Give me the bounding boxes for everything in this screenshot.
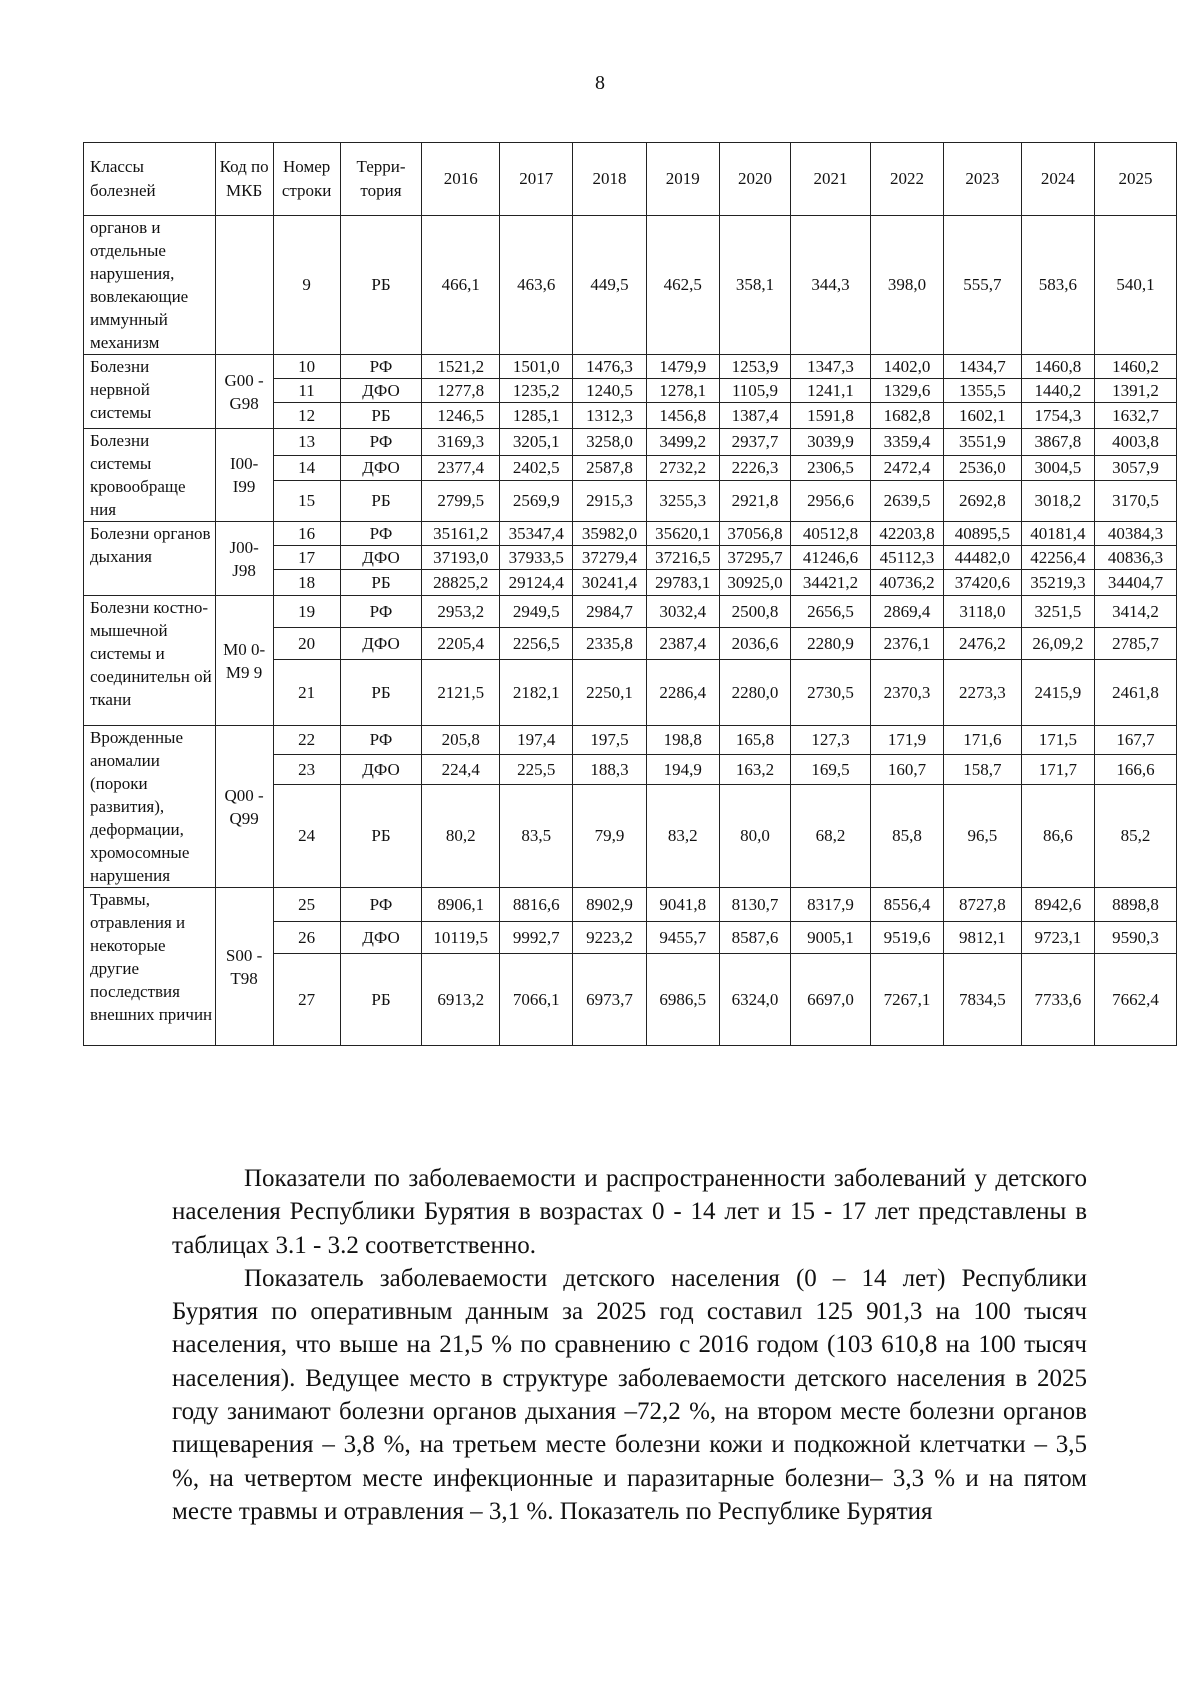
body-text xyxy=(172,1162,1087,1528)
value-cell: 2226,3 xyxy=(719,455,790,480)
value-cell: 1434,7 xyxy=(944,355,1022,379)
value-cell: 3169,3 xyxy=(422,429,500,456)
value-cell: 3255,3 xyxy=(646,480,719,521)
value-cell: 1460,8 xyxy=(1021,355,1094,379)
value-cell: 1285,1 xyxy=(500,403,573,429)
row-number-cell: 17 xyxy=(273,546,340,570)
value-cell: 2306,5 xyxy=(791,455,871,480)
value-cell: 2472,4 xyxy=(870,455,943,480)
value-cell: 2937,7 xyxy=(719,429,790,456)
value-cell: 2536,0 xyxy=(944,455,1022,480)
value-cell: 2376,1 xyxy=(870,628,943,660)
value-cell: 398,0 xyxy=(870,216,943,355)
value-cell: 1476,3 xyxy=(573,355,646,379)
row-number-cell: 19 xyxy=(273,596,340,628)
value-cell: 96,5 xyxy=(944,784,1022,887)
disease-class-cell: Болезни нервной системы xyxy=(84,355,216,429)
row-number-cell: 21 xyxy=(273,660,340,726)
value-cell: 2250,1 xyxy=(573,660,646,726)
value-cell: 1105,9 xyxy=(719,379,790,403)
value-cell: 8902,9 xyxy=(573,888,646,922)
value-cell: 2286,4 xyxy=(646,660,719,726)
table-row xyxy=(84,888,1177,922)
value-cell: 3551,9 xyxy=(944,429,1022,456)
value-cell: 197,4 xyxy=(500,726,573,755)
icd-code-cell: М0 0- М9 9 xyxy=(215,596,273,726)
value-cell: 35161,2 xyxy=(422,522,500,546)
value-cell: 1501,0 xyxy=(500,355,573,379)
value-cell: 1402,0 xyxy=(870,355,943,379)
value-cell: 1277,8 xyxy=(422,379,500,403)
value-cell: 2953,2 xyxy=(422,596,500,628)
value-cell: 42203,8 xyxy=(870,522,943,546)
value-cell: 45112,3 xyxy=(870,546,943,570)
territory-cell: РФ xyxy=(340,429,422,456)
value-cell: 2656,5 xyxy=(791,596,871,628)
row-number-cell: 22 xyxy=(273,726,340,755)
value-cell: 166,6 xyxy=(1095,755,1177,784)
value-cell: 40736,2 xyxy=(870,570,943,596)
value-cell: 6324,0 xyxy=(719,954,790,1046)
value-cell: 7834,5 xyxy=(944,954,1022,1046)
value-cell: 29783,1 xyxy=(646,570,719,596)
value-cell: 40512,8 xyxy=(791,522,871,546)
value-cell: 86,6 xyxy=(1021,784,1094,887)
disease-class-cell: Болезни костно- мышечной системы и соединительн ой ткани xyxy=(84,596,216,726)
value-cell: 6913,2 xyxy=(422,954,500,1046)
row-number-cell: 25 xyxy=(273,888,340,922)
value-cell: 462,5 xyxy=(646,216,719,355)
territory-cell: ДФО xyxy=(340,546,422,570)
disease-class-cell: Болезни системы кровообраще ния xyxy=(84,429,216,522)
value-cell: 165,8 xyxy=(719,726,790,755)
value-cell: 85,8 xyxy=(870,784,943,887)
value-cell: 37295,7 xyxy=(719,546,790,570)
value-cell: 1329,6 xyxy=(870,379,943,403)
value-cell: 171,5 xyxy=(1021,726,1094,755)
value-cell: 2205,4 xyxy=(422,628,500,660)
value-cell: 171,7 xyxy=(1021,755,1094,784)
value-cell: 6697,0 xyxy=(791,954,871,1046)
value-cell: 3032,4 xyxy=(646,596,719,628)
disease-class-cell: Болезни органов дыхания xyxy=(84,522,216,596)
value-cell: 34421,2 xyxy=(791,570,871,596)
value-cell: 3004,5 xyxy=(1021,455,1094,480)
value-cell: 1246,5 xyxy=(422,403,500,429)
value-cell: 2921,8 xyxy=(719,480,790,521)
value-cell: 8898,8 xyxy=(1095,888,1177,922)
value-cell: 41246,6 xyxy=(791,546,871,570)
territory-cell: РФ xyxy=(340,596,422,628)
value-cell: 1440,2 xyxy=(1021,379,1094,403)
territory-cell: РБ xyxy=(340,480,422,521)
value-cell: 2500,8 xyxy=(719,596,790,628)
value-cell: 2370,3 xyxy=(870,660,943,726)
value-cell: 1387,4 xyxy=(719,403,790,429)
table-header-row xyxy=(84,143,1177,216)
table-row xyxy=(84,596,1177,628)
table-row xyxy=(84,429,1177,456)
value-cell: 194,9 xyxy=(646,755,719,784)
value-cell: 2984,7 xyxy=(573,596,646,628)
value-cell: 85,2 xyxy=(1095,784,1177,887)
value-cell: 2280,9 xyxy=(791,628,871,660)
value-cell: 9723,1 xyxy=(1021,922,1094,954)
value-cell: 188,3 xyxy=(573,755,646,784)
value-cell: 3258,0 xyxy=(573,429,646,456)
value-cell: 171,6 xyxy=(944,726,1022,755)
value-cell: 167,7 xyxy=(1095,726,1177,755)
value-cell: 9005,1 xyxy=(791,922,871,954)
value-cell: 3170,5 xyxy=(1095,480,1177,521)
header-year: 2017 xyxy=(500,143,573,216)
value-cell: 2476,2 xyxy=(944,628,1022,660)
icd-code-cell: Q00 - Q99 xyxy=(215,726,273,888)
value-cell: 3359,4 xyxy=(870,429,943,456)
value-cell: 8587,6 xyxy=(719,922,790,954)
value-cell: 79,9 xyxy=(573,784,646,887)
value-cell: 83,2 xyxy=(646,784,719,887)
value-cell: 40836,3 xyxy=(1095,546,1177,570)
value-cell: 158,7 xyxy=(944,755,1022,784)
header-territory: Терри-тория xyxy=(340,143,422,216)
icd-code-cell: I00- I99 xyxy=(215,429,273,522)
row-number-cell: 15 xyxy=(273,480,340,521)
value-cell: 2785,7 xyxy=(1095,628,1177,660)
header-year: 2023 xyxy=(944,143,1022,216)
value-cell: 127,3 xyxy=(791,726,871,755)
value-cell: 2280,0 xyxy=(719,660,790,726)
value-cell: 1632,7 xyxy=(1095,403,1177,429)
value-cell: 2569,9 xyxy=(500,480,573,521)
value-cell: 42256,4 xyxy=(1021,546,1094,570)
value-cell: 2377,4 xyxy=(422,455,500,480)
value-cell: 198,8 xyxy=(646,726,719,755)
value-cell: 1456,8 xyxy=(646,403,719,429)
value-cell: 1460,2 xyxy=(1095,355,1177,379)
value-cell: 171,9 xyxy=(870,726,943,755)
header-row-number: Номер строки xyxy=(273,143,340,216)
value-cell: 2036,6 xyxy=(719,628,790,660)
territory-cell: ДФО xyxy=(340,379,422,403)
value-cell: 2692,8 xyxy=(944,480,1022,521)
row-number-cell: 24 xyxy=(273,784,340,887)
header-year: 2019 xyxy=(646,143,719,216)
value-cell: 344,3 xyxy=(791,216,871,355)
paragraph: Показатель заболеваемости детского населения (0 – 14 лет) Республики Бурятия по оперативным данным за 2025 год составил 125 901,3 на 100 тысяч населения, что выше на 21,5 % по сравнению с 2016 годом (103 610,8 на 100 тысяч населения). Ведущее место в структуре заболеваемости детского населения в 2025 году занимают болезни органов дыхания –72,2 %, на втором месте болезни органов пищеварения – 3,8 %, на третьем месте болезни кожи и подкожной клетчатки – 3,5 %, на четвертом месте инфекционные и паразитарные болезни– 3,3 % и на пятом месте травмы и отравления – 3,1 %. Показатель по Республике Бурятия xyxy=(172,1264,1087,1525)
territory-cell: ДФО xyxy=(340,922,422,954)
row-number-cell: 13 xyxy=(273,429,340,456)
value-cell: 3118,0 xyxy=(944,596,1022,628)
row-number-cell: 16 xyxy=(273,522,340,546)
row-number-cell: 26 xyxy=(273,922,340,954)
value-cell: 2730,5 xyxy=(791,660,871,726)
value-cell: 2273,3 xyxy=(944,660,1022,726)
value-cell: 80,2 xyxy=(422,784,500,887)
territory-cell: РБ xyxy=(340,784,422,887)
value-cell: 3205,1 xyxy=(500,429,573,456)
value-cell: 8816,6 xyxy=(500,888,573,922)
value-cell: 169,5 xyxy=(791,755,871,784)
value-cell: 6973,7 xyxy=(573,954,646,1046)
row-number-cell: 12 xyxy=(273,403,340,429)
value-cell: 7267,1 xyxy=(870,954,943,1046)
value-cell: 7662,4 xyxy=(1095,954,1177,1046)
value-cell: 2461,8 xyxy=(1095,660,1177,726)
icd-code-cell: G00 - G98 xyxy=(215,355,273,429)
disease-class-cell: органов и отдельные нарушения, вовлекающие иммунный механизм xyxy=(84,216,216,355)
value-cell: 1235,2 xyxy=(500,379,573,403)
value-cell: 37056,8 xyxy=(719,522,790,546)
territory-cell: РБ xyxy=(340,216,422,355)
value-cell: 8556,4 xyxy=(870,888,943,922)
icd-code-cell: S00 - T98 xyxy=(215,888,273,1046)
value-cell: 2732,2 xyxy=(646,455,719,480)
value-cell: 2335,8 xyxy=(573,628,646,660)
row-number-cell: 10 xyxy=(273,355,340,379)
value-cell: 2915,3 xyxy=(573,480,646,521)
header-year: 2016 xyxy=(422,143,500,216)
value-cell: 68,2 xyxy=(791,784,871,887)
value-cell: 40895,5 xyxy=(944,522,1022,546)
value-cell: 2799,5 xyxy=(422,480,500,521)
value-cell: 40384,3 xyxy=(1095,522,1177,546)
value-cell: 2587,8 xyxy=(573,455,646,480)
territory-cell: РФ xyxy=(340,888,422,922)
value-cell: 7066,1 xyxy=(500,954,573,1046)
value-cell: 35982,0 xyxy=(573,522,646,546)
territory-cell: РФ xyxy=(340,522,422,546)
value-cell: 40181,4 xyxy=(1021,522,1094,546)
value-cell: 44482,0 xyxy=(944,546,1022,570)
value-cell: 1754,3 xyxy=(1021,403,1094,429)
value-cell: 1347,3 xyxy=(791,355,871,379)
table-row xyxy=(84,726,1177,755)
value-cell: 37193,0 xyxy=(422,546,500,570)
value-cell: 163,2 xyxy=(719,755,790,784)
table-row xyxy=(84,355,1177,379)
value-cell: 463,6 xyxy=(500,216,573,355)
disease-class-cell: Врожденные аномалии (пороки развития), деформации, хромосомные нарушения xyxy=(84,726,216,888)
territory-cell: РБ xyxy=(340,954,422,1046)
row-number-cell: 20 xyxy=(273,628,340,660)
value-cell: 3039,9 xyxy=(791,429,871,456)
value-cell: 2121,5 xyxy=(422,660,500,726)
value-cell: 10119,5 xyxy=(422,922,500,954)
value-cell: 224,4 xyxy=(422,755,500,784)
value-cell: 555,7 xyxy=(944,216,1022,355)
value-cell: 9590,3 xyxy=(1095,922,1177,954)
value-cell: 1278,1 xyxy=(646,379,719,403)
value-cell: 358,1 xyxy=(719,216,790,355)
territory-cell: РБ xyxy=(340,403,422,429)
value-cell: 35219,3 xyxy=(1021,570,1094,596)
table-row xyxy=(84,522,1177,546)
header-year: 2018 xyxy=(573,143,646,216)
value-cell: 3414,2 xyxy=(1095,596,1177,628)
value-cell: 9519,6 xyxy=(870,922,943,954)
row-number-cell: 9 xyxy=(273,216,340,355)
value-cell: 7733,6 xyxy=(1021,954,1094,1046)
value-cell: 9455,7 xyxy=(646,922,719,954)
header-year: 2022 xyxy=(870,143,943,216)
value-cell: 583,6 xyxy=(1021,216,1094,355)
territory-cell: ДФО xyxy=(340,628,422,660)
value-cell: 2387,4 xyxy=(646,628,719,660)
value-cell: 3057,9 xyxy=(1095,455,1177,480)
value-cell: 2949,5 xyxy=(500,596,573,628)
value-cell: 35347,4 xyxy=(500,522,573,546)
value-cell: 3251,5 xyxy=(1021,596,1094,628)
row-number-cell: 23 xyxy=(273,755,340,784)
disease-class-cell: Травмы, отравления и некоторые другие последствия внешних причин xyxy=(84,888,216,1046)
header-year: 2024 xyxy=(1021,143,1094,216)
value-cell: 26,09,2 xyxy=(1021,628,1094,660)
value-cell: 2869,4 xyxy=(870,596,943,628)
value-cell: 30241,4 xyxy=(573,570,646,596)
value-cell: 37933,5 xyxy=(500,546,573,570)
territory-cell: РБ xyxy=(340,570,422,596)
value-cell: 34404,7 xyxy=(1095,570,1177,596)
territory-cell: ДФО xyxy=(340,755,422,784)
header-class: Классы болезней xyxy=(84,143,216,216)
value-cell: 37420,6 xyxy=(944,570,1022,596)
value-cell: 9992,7 xyxy=(500,922,573,954)
value-cell: 2639,5 xyxy=(870,480,943,521)
value-cell: 37279,4 xyxy=(573,546,646,570)
icd-code-cell: J00- J98 xyxy=(215,522,273,596)
row-number-cell: 11 xyxy=(273,379,340,403)
value-cell: 3867,8 xyxy=(1021,429,1094,456)
value-cell: 197,5 xyxy=(573,726,646,755)
value-cell: 1312,3 xyxy=(573,403,646,429)
value-cell: 8942,6 xyxy=(1021,888,1094,922)
row-number-cell: 14 xyxy=(273,455,340,480)
value-cell: 160,7 xyxy=(870,755,943,784)
morbidity-table xyxy=(83,142,1177,1046)
territory-cell: РФ xyxy=(340,355,422,379)
value-cell: 28825,2 xyxy=(422,570,500,596)
value-cell: 3018,2 xyxy=(1021,480,1094,521)
value-cell: 1602,1 xyxy=(944,403,1022,429)
territory-cell: РБ xyxy=(340,660,422,726)
value-cell: 1391,2 xyxy=(1095,379,1177,403)
icd-code-cell xyxy=(215,216,273,355)
value-cell: 2415,9 xyxy=(1021,660,1094,726)
paragraph: Показатели по заболеваемости и распространенности заболеваний у детского населения Республики Бурятия в возрастах 0 - 14 лет и 15 - 17 лет представлены в таблицах 3.1 - 3.2 соответственно. xyxy=(172,1165,1087,1259)
value-cell: 225,5 xyxy=(500,755,573,784)
value-cell: 1240,5 xyxy=(573,379,646,403)
table-row xyxy=(84,216,1177,355)
value-cell: 3499,2 xyxy=(646,429,719,456)
value-cell: 449,5 xyxy=(573,216,646,355)
territory-cell: ДФО xyxy=(340,455,422,480)
value-cell: 205,8 xyxy=(422,726,500,755)
value-cell: 35620,1 xyxy=(646,522,719,546)
header-code: Код по МКБ xyxy=(215,143,273,216)
header-year: 2025 xyxy=(1095,143,1177,216)
value-cell: 2256,5 xyxy=(500,628,573,660)
value-cell: 8317,9 xyxy=(791,888,871,922)
value-cell: 8727,8 xyxy=(944,888,1022,922)
value-cell: 466,1 xyxy=(422,216,500,355)
row-number-cell: 18 xyxy=(273,570,340,596)
value-cell: 9223,2 xyxy=(573,922,646,954)
value-cell: 9812,1 xyxy=(944,922,1022,954)
value-cell: 1253,9 xyxy=(719,355,790,379)
value-cell: 1521,2 xyxy=(422,355,500,379)
value-cell: 6986,5 xyxy=(646,954,719,1046)
value-cell: 83,5 xyxy=(500,784,573,887)
value-cell: 4003,8 xyxy=(1095,429,1177,456)
value-cell: 29124,4 xyxy=(500,570,573,596)
row-number-cell: 27 xyxy=(273,954,340,1046)
value-cell: 9041,8 xyxy=(646,888,719,922)
value-cell: 8906,1 xyxy=(422,888,500,922)
value-cell: 30925,0 xyxy=(719,570,790,596)
value-cell: 1479,9 xyxy=(646,355,719,379)
value-cell: 2182,1 xyxy=(500,660,573,726)
value-cell: 1241,1 xyxy=(791,379,871,403)
value-cell: 540,1 xyxy=(1095,216,1177,355)
page-number: 8 xyxy=(595,72,605,94)
table-body xyxy=(84,216,1177,1046)
value-cell: 37216,5 xyxy=(646,546,719,570)
header-year: 2020 xyxy=(719,143,790,216)
value-cell: 80,0 xyxy=(719,784,790,887)
value-cell: 1591,8 xyxy=(791,403,871,429)
header-year: 2021 xyxy=(791,143,871,216)
value-cell: 1682,8 xyxy=(870,403,943,429)
value-cell: 2402,5 xyxy=(500,455,573,480)
value-cell: 8130,7 xyxy=(719,888,790,922)
value-cell: 1355,5 xyxy=(944,379,1022,403)
territory-cell: РФ xyxy=(340,726,422,755)
value-cell: 2956,6 xyxy=(791,480,871,521)
